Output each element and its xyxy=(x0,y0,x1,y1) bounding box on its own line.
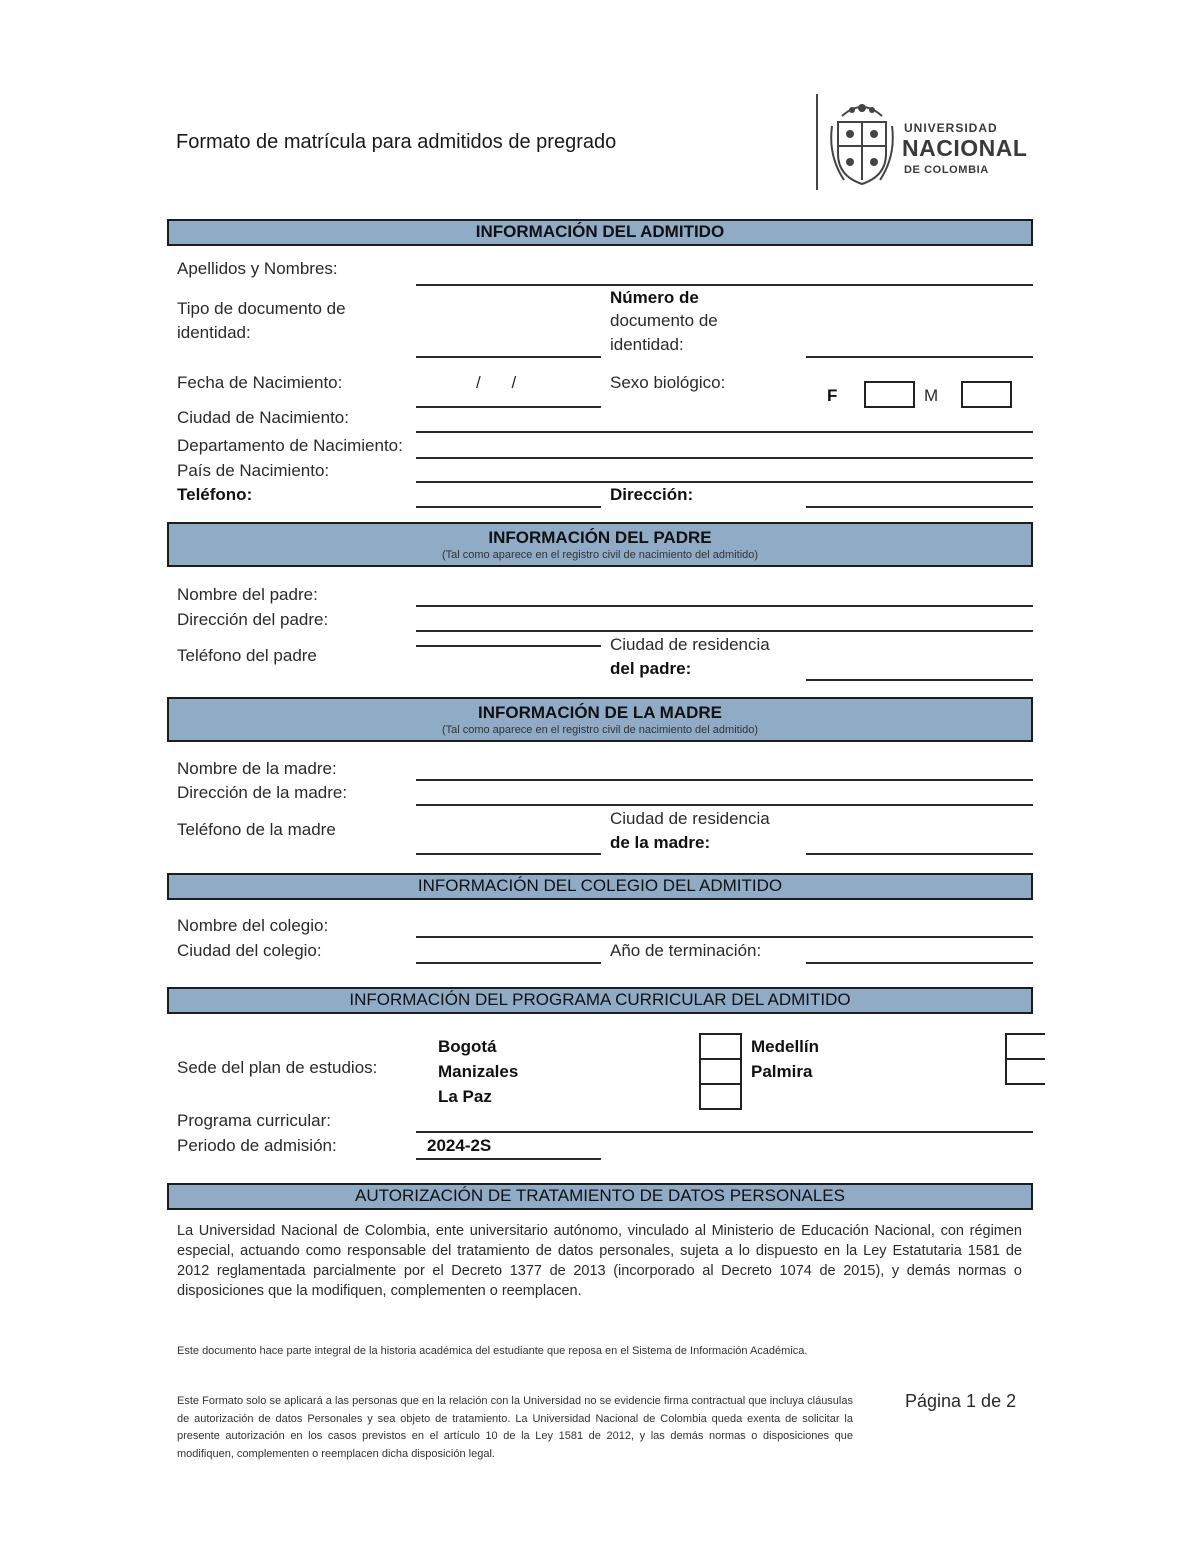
ciudad-nac-label: Ciudad de Nacimiento: xyxy=(177,408,349,427)
tipo-doc-field[interactable] xyxy=(416,356,601,358)
fecha-nac-field[interactable] xyxy=(416,406,601,408)
direccion-label: Dirección: xyxy=(610,485,694,504)
colegio-ciudad-field[interactable] xyxy=(416,962,601,964)
section-madre-header xyxy=(167,697,1033,742)
sede-checkbox-5[interactable] xyxy=(1005,1058,1045,1085)
footer-note-1: Este documento hace parte integral de la historia académica del estudiante que reposa en el Sistema de Información Académica. xyxy=(177,1345,808,1357)
section-madre-subtitle: (Tal como aparece en el registro civil de nacimiento del admitido) xyxy=(441,724,759,736)
padre-ciudad-field[interactable] xyxy=(806,679,1033,681)
madre-ciudad-label-1: Ciudad de residencia xyxy=(610,809,770,828)
logo-line-2: NACIONAL xyxy=(902,135,1028,161)
section-admitido-title: INFORMACIÓN DEL ADMITIDO xyxy=(475,222,725,241)
sexo-f-checkbox[interactable] xyxy=(864,381,915,408)
padre-ciudad-label-1: Ciudad de residencia xyxy=(610,635,770,654)
page-title: Formato de matrícula para admitidos de pregrado xyxy=(176,131,617,153)
section-padre-title: INFORMACIÓN DEL PADRE xyxy=(488,528,712,547)
fecha-separators: / / xyxy=(476,373,517,392)
padre-telefono-label: Teléfono del padre xyxy=(177,646,317,665)
section-colegio-title: INFORMACIÓN DEL COLEGIO DEL ADMITIDO xyxy=(417,876,783,895)
sede-option-bogota: Bogotá xyxy=(438,1037,497,1056)
sede-option-la-paz: La Paz xyxy=(438,1087,492,1106)
sede-option-manizales: Manizales xyxy=(438,1062,519,1081)
sede-label: Sede del plan de estudios: xyxy=(177,1058,378,1077)
numero-doc-field[interactable] xyxy=(806,356,1033,358)
colegio-ciudad-label: Ciudad del colegio: xyxy=(177,941,322,960)
sede-checkbox-2[interactable] xyxy=(699,1058,742,1085)
section-madre-title: INFORMACIÓN DE LA MADRE xyxy=(478,703,722,722)
sede-option-medellin: Medellín xyxy=(751,1037,820,1056)
section-programa-header xyxy=(167,987,1033,1014)
padre-direccion-label: Dirección del padre: xyxy=(177,610,329,629)
section-autorizacion-title: AUTORIZACIÓN DE TRATAMIENTO DE DATOS PERSONALES xyxy=(355,1186,845,1205)
colegio-anio-label: Año de terminación: xyxy=(610,941,762,960)
section-padre-subtitle: (Tal como aparece en el registro civil de nacimiento del admitido) xyxy=(441,549,759,561)
page-number: Página 1 de 2 xyxy=(905,1391,1017,1411)
ciudad-nac-field[interactable] xyxy=(416,431,1033,433)
colegio-nombre-field[interactable] xyxy=(416,936,1033,938)
sexo-m-checkbox[interactable] xyxy=(961,381,1012,408)
padre-direccion-field[interactable] xyxy=(416,630,1033,632)
depto-nac-label: Departamento de Nacimiento: xyxy=(177,436,403,455)
tipo-doc-label: Tipo de documento de identidad: xyxy=(177,299,346,342)
fecha-nac-label: Fecha de Nacimiento: xyxy=(177,373,343,392)
madre-ciudad-field[interactable] xyxy=(806,853,1033,855)
section-admitido-header xyxy=(167,219,1033,246)
section-programa-title: INFORMACIÓN DEL PROGRAMA CURRICULAR DEL ADMITIDO xyxy=(349,990,851,1009)
section-padre-header xyxy=(167,522,1033,567)
colegio-nombre-label: Nombre del colegio: xyxy=(177,916,329,935)
numero-doc-label-bold: Número de xyxy=(610,288,699,307)
apellidos-label: Apellidos y Nombres: xyxy=(177,259,338,278)
madre-telefono-label: Teléfono de la madre xyxy=(177,820,336,839)
sexo-label: Sexo biológico: xyxy=(610,373,726,392)
apellidos-field[interactable] xyxy=(416,284,1033,286)
sexo-f-label: F xyxy=(827,386,838,405)
pais-nac-label: País de Nacimiento: xyxy=(177,461,330,480)
madre-ciudad-label-2: de la madre: xyxy=(610,833,711,852)
sede-option-palmira: Palmira xyxy=(751,1062,813,1081)
madre-nombre-field[interactable] xyxy=(416,779,1033,781)
programa-field[interactable] xyxy=(416,1131,1033,1133)
padre-nombre-label: Nombre del padre: xyxy=(177,585,318,604)
university-crest-icon xyxy=(828,96,896,188)
programa-label: Programa curricular: xyxy=(177,1111,331,1130)
padre-ciudad-label-2: del padre: xyxy=(610,659,692,678)
depto-nac-field[interactable] xyxy=(416,457,1033,459)
autorizacion-text: La Universidad Nacional de Colombia, ente universitario autónomo, vinculado al Ministerio de Educación Nacional, con régimen especial, actuando como responsable del tratamiento de datos personales, sujeta a lo dispuesto en la Ley Estatutaria 1581 de 2012 reglamentada parcialmente por el Decreto 1377 de 2013 (incorporado al Decreto 1074 de 2015), y demás normas o disposiciones que la modifiquen, complementen o reemplacen. xyxy=(177,1223,1022,1299)
direccion-field[interactable] xyxy=(806,506,1033,508)
telefono-field[interactable] xyxy=(416,506,601,508)
telefono-label: Teléfono: xyxy=(177,485,253,504)
padre-telefono-field[interactable] xyxy=(416,645,601,647)
sede-checkbox-4[interactable] xyxy=(1005,1033,1045,1060)
logo-line-3: DE COLOMBIA xyxy=(904,164,989,176)
footer-note-2: Este Formato solo se aplicará a las personas que en la relación con la Universidad no se evidencie firma contractual que incluya cláusulas de autorización de datos Personales y sea objeto de tratamiento. La Universidad Nacional de Colombia queda exenta de solicitar la presente autorización en los casos previstos en el artículo 10 de la Ley 1581 de 2012, y las demás normas o disposiciones que modifiquen, complementen o reemplacen dicha disposición legal. xyxy=(177,1395,853,1460)
colegio-anio-field[interactable] xyxy=(806,962,1033,964)
madre-direccion-field[interactable] xyxy=(416,804,1033,806)
section-autorizacion-header xyxy=(167,1183,1033,1210)
madre-telefono-field[interactable] xyxy=(416,853,601,855)
periodo-label: Periodo de admisión: xyxy=(177,1136,337,1155)
sede-checkbox-3[interactable] xyxy=(699,1083,742,1110)
sede-checkbox-1[interactable] xyxy=(699,1033,742,1060)
section-colegio-header xyxy=(167,873,1033,900)
sexo-m-label: M xyxy=(924,386,939,405)
madre-direccion-label: Dirección de la madre: xyxy=(177,783,348,802)
pais-nac-field[interactable] xyxy=(416,481,1033,483)
logo-divider xyxy=(816,94,818,190)
periodo-field[interactable] xyxy=(416,1158,601,1160)
periodo-value: 2024-2S xyxy=(427,1136,492,1155)
logo-line-1: UNIVERSIDAD xyxy=(904,121,998,135)
numero-doc-label: documento de identidad: xyxy=(610,311,718,354)
madre-nombre-label: Nombre de la madre: xyxy=(177,759,337,778)
padre-nombre-field[interactable] xyxy=(416,605,1033,607)
